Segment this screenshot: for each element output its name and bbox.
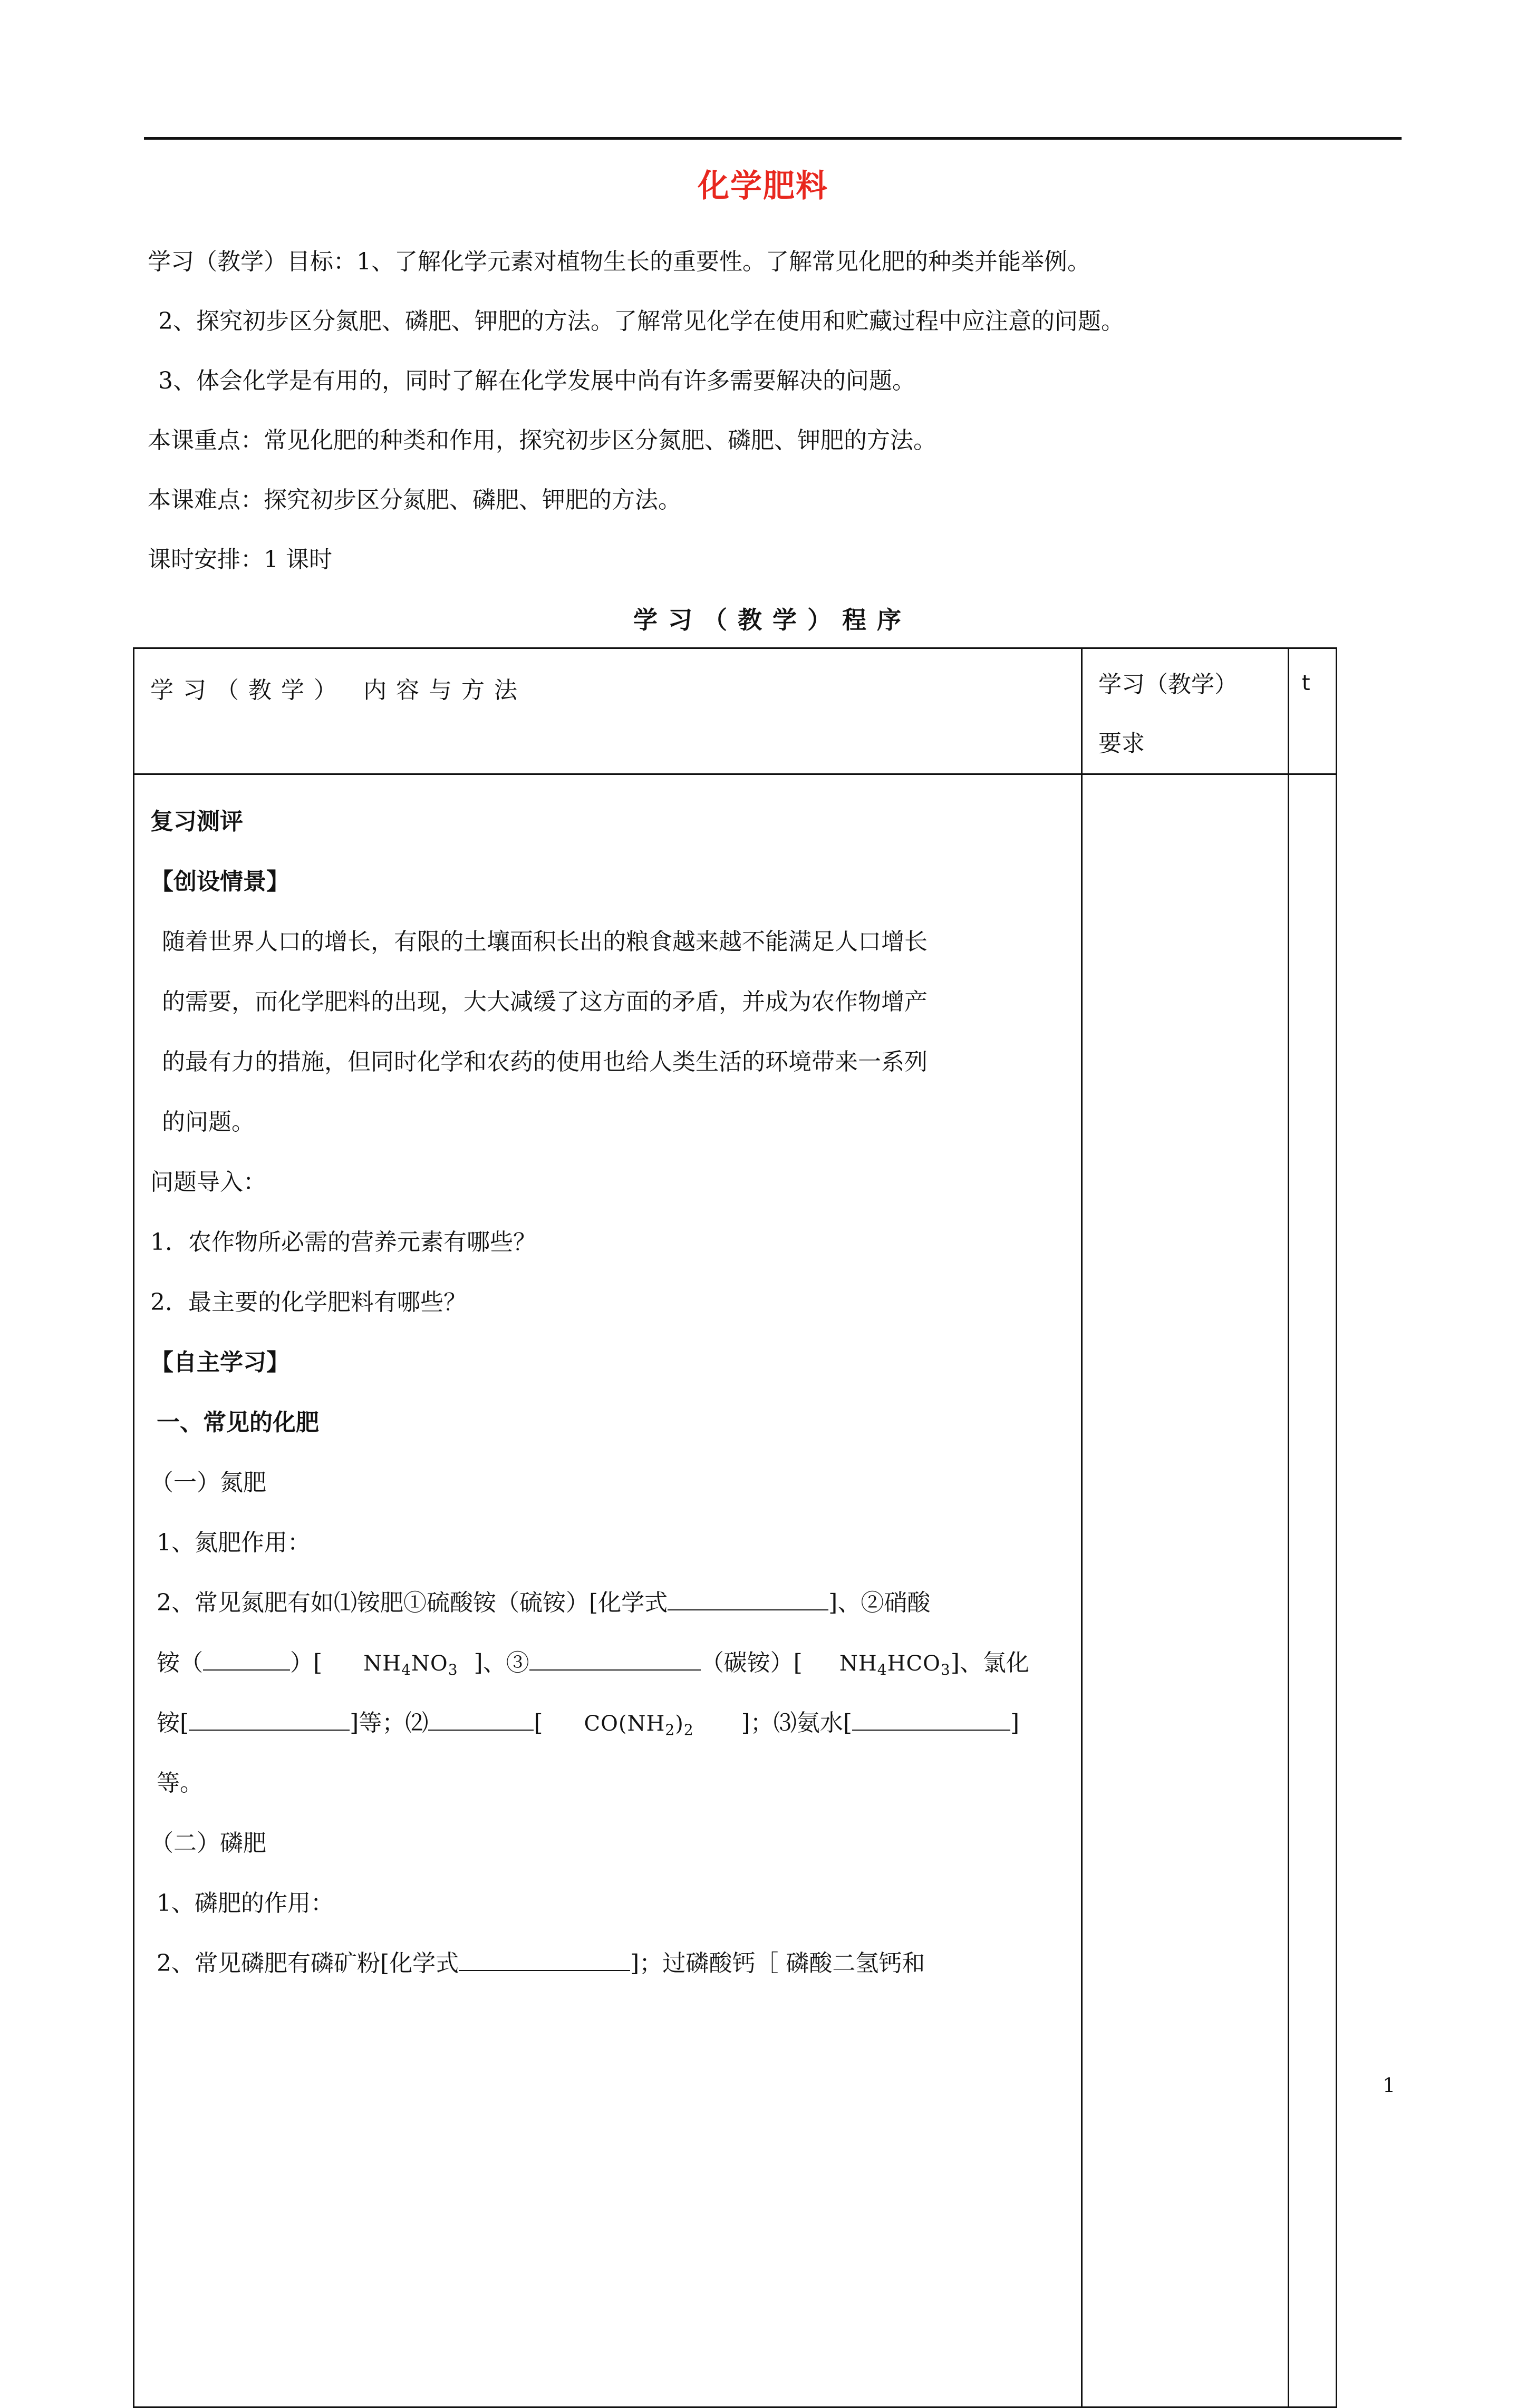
requirement-header-line-1: 学习（教学）	[1098, 671, 1238, 698]
question-item: 2．最主要的化学肥料有哪些？	[150, 1289, 467, 1316]
formula-nh4no3: $NH_4NO_3$	[363, 1652, 458, 1678]
requirement-header-label	[1083, 633, 1288, 773]
scenario-heading: 【创设情景】	[150, 868, 289, 895]
procedure-heading: 学习（教学）程序	[633, 606, 912, 634]
t-header-label: t	[1302, 671, 1310, 695]
document-title: 化学肥料	[698, 168, 828, 205]
answer-blank[interactable]	[189, 1711, 350, 1731]
nitrogen-use: 1、氮肥作用：	[157, 1529, 311, 1556]
phosphorus-heading: （二）磷肥	[150, 1830, 266, 1857]
content-body-cell	[134, 774, 1082, 2407]
scenario-line: 的最有力的措施，但同时化学和农药的使用也给人类生活的环境带来一系列	[162, 1048, 928, 1075]
answer-blank[interactable]	[203, 1650, 290, 1671]
table-body-row	[134, 774, 1337, 2407]
formula-nh4hco3: $NH_4HCO_3$	[839, 1652, 951, 1678]
review-heading: 复习测评	[150, 808, 243, 835]
question-item: 1．农作物所必需的营养元素有哪些？	[150, 1229, 536, 1256]
answer-blank[interactable]	[852, 1711, 1010, 1731]
requirement-header-line-2: 要求	[1098, 730, 1145, 757]
answer-blank[interactable]	[459, 1951, 630, 1971]
objectives-line-3: 3、体会化学是有用的，同时了解在化学发展中尚有许多需要解决的问题。	[158, 367, 915, 394]
scenario-line: 的需要，而化学肥料的出现，大大减缓了这方面的矛盾，并成为农作物增产	[162, 988, 928, 1015]
scenario-line: 的问题。	[162, 1109, 255, 1135]
nitrogen-common-line-1: 2、常见氮肥有如⑴铵肥①硫酸铵（硫铵）[化学式 ]、②硝酸	[157, 1589, 931, 1616]
schedule-line: 课时安排：1 课时	[148, 546, 332, 573]
table-header-row	[134, 648, 1337, 774]
lesson-content	[134, 775, 1081, 1994]
nitrogen-heading: （一）氮肥	[150, 1469, 266, 1496]
answer-blank[interactable]	[668, 1590, 828, 1610]
phosphorus-common-line-1: 2、常见磷肥有磷矿粉[化学式 ]；过磷酸钙［ 磷酸二氢钙和	[157, 1950, 925, 1977]
header-rule	[144, 137, 1402, 140]
self-study-heading: 【自主学习】	[150, 1349, 289, 1376]
questions-intro: 问题导入：	[150, 1169, 266, 1196]
requirement-body-cell	[1082, 774, 1289, 2407]
nitrogen-common-line-2: 铵（ ）[ $NH_4NO_3$ ]、③ （碳铵）[ $NH_4HCO_3$]、氯化	[157, 1649, 1029, 1678]
objectives-line: 学习（教学）目标：1、了解化学元素对植物生长的重要性。了解常见化肥的种类并能举例。	[148, 248, 1090, 275]
nitrogen-common-line-4: 等。	[157, 1770, 203, 1797]
t-body-cell	[1289, 774, 1337, 2407]
page-number: 1	[1383, 2074, 1396, 2097]
answer-blank[interactable]	[529, 1650, 701, 1671]
nitrogen-common-line-3: 铵[ ]等；⑵ [ $CO(NH_2)_2$ ]；⑶氨水[ ]	[157, 1710, 1020, 1739]
phosphorus-use: 1、磷肥的作用：	[157, 1890, 334, 1917]
content-header-cell	[134, 648, 1082, 774]
t-header-cell	[1289, 648, 1337, 774]
formula-urea: $CO(NH_2)_2$	[584, 1712, 694, 1739]
difficult-points-line: 本课难点：探究初步区分氮肥、磷肥、钾肥的方法。	[148, 487, 681, 513]
answer-blank[interactable]	[428, 1711, 534, 1731]
requirement-header-cell	[1082, 648, 1289, 774]
scenario-line: 随着世界人口的增长，有限的土壤面积长出的粮食越来越不能满足人口增长	[162, 928, 928, 955]
lesson-table	[133, 647, 1337, 2408]
part1-heading: 一、常见的化肥	[157, 1409, 319, 1436]
key-points-line: 本课重点：常见化肥的种类和作用，探究初步区分氮肥、磷肥、钾肥的方法。	[148, 427, 936, 454]
objectives-line-2: 2、探究初步区分氮肥、磷肥、钾肥的方法。了解常见化学在使用和贮藏过程中应注意的问题。	[158, 308, 1124, 335]
content-header-label: 学习（教学） 内容与方法	[150, 677, 527, 704]
